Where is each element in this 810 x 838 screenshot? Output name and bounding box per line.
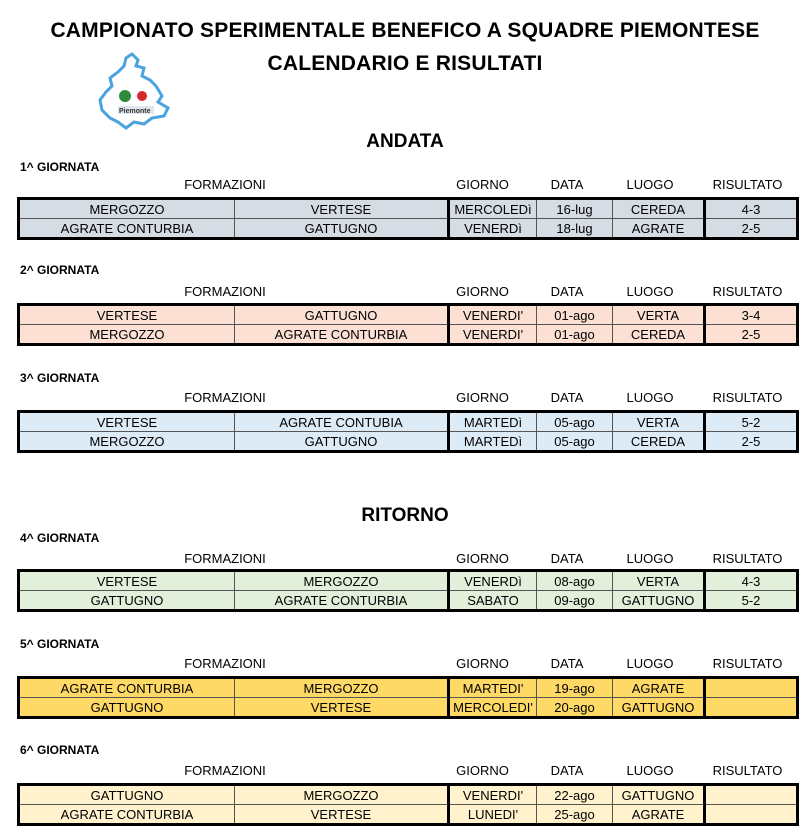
date-cell: 08-ago (537, 571, 613, 591)
away-team-cell: VERTESE (235, 805, 449, 825)
away-team-cell: MERGOZZO (235, 571, 449, 591)
result-cell: 4-3 (705, 571, 798, 591)
column-header-giorno: GIORNO (456, 763, 509, 778)
giornata-label: 4^ GIORNATA (20, 531, 100, 545)
column-header-luogo: LUOGO (626, 177, 674, 192)
day-cell: MARTEDì (449, 412, 537, 432)
document-title: CAMPIONATO SPERIMENTALE BENEFICO A SQUADRE PIEMONTESE (50, 19, 760, 42)
day-cell: MARTEDì (449, 432, 537, 452)
venue-cell: AGRATE (613, 219, 705, 239)
column-header-luogo: LUOGO (626, 551, 674, 566)
column-header-luogo: LUOGO (626, 284, 674, 299)
column-header-formazioni: FORMAZIONI (184, 656, 266, 671)
date-cell: 19-ago (537, 678, 613, 698)
column-header-data: DATA (550, 177, 584, 192)
section-heading-andata: ANDATA (366, 131, 444, 152)
venue-cell: GATTUGNO (613, 698, 705, 718)
column-header-data: DATA (550, 390, 584, 405)
column-header-data: DATA (550, 284, 584, 299)
giornata-label: 5^ GIORNATA (20, 637, 100, 651)
date-cell: 25-ago (537, 805, 613, 825)
day-cell: VENERDì (449, 219, 537, 239)
result-cell (705, 678, 798, 698)
column-header-data: DATA (550, 763, 584, 778)
date-cell: 20-ago (537, 698, 613, 718)
away-team-cell: AGRATE CONTURBIA (235, 325, 449, 345)
result-cell: 3-4 (705, 305, 798, 325)
home-team-cell: GATTUGNO (19, 785, 235, 805)
column-header-luogo: LUOGO (626, 656, 674, 671)
column-header-formazioni: FORMAZIONI (184, 390, 266, 405)
table-row (19, 432, 798, 452)
table-row (19, 805, 798, 825)
away-team-cell: VERTESE (235, 199, 449, 219)
venue-cell: VERTA (613, 571, 705, 591)
away-team-cell: GATTUGNO (235, 305, 449, 325)
table-row (19, 412, 798, 432)
table-row (19, 571, 798, 591)
result-cell: 2-5 (705, 325, 798, 345)
match-table (17, 410, 799, 453)
giornata-label: 1^ GIORNATA (20, 160, 100, 174)
home-team-cell: GATTUGNO (19, 591, 235, 611)
home-team-cell: MERGOZZO (19, 325, 235, 345)
venue-cell: VERTA (613, 412, 705, 432)
result-cell (705, 805, 798, 825)
date-cell: 01-ago (537, 305, 613, 325)
venue-cell: CEREDA (613, 325, 705, 345)
column-header-formazioni: FORMAZIONI (184, 551, 266, 566)
date-cell: 18-lug (537, 219, 613, 239)
result-cell: 5-2 (705, 591, 798, 611)
column-header-formazioni: FORMAZIONI (184, 177, 266, 192)
day-cell: VENERDI' (449, 785, 537, 805)
result-cell: 2-5 (705, 432, 798, 452)
match-table (17, 569, 799, 612)
column-header-giorno: GIORNO (456, 656, 509, 671)
table-row (19, 698, 798, 718)
away-team-cell: MERGOZZO (235, 678, 449, 698)
table-row (19, 219, 798, 239)
away-team-cell: GATTUGNO (235, 219, 449, 239)
date-cell: 16-lug (537, 199, 613, 219)
home-team-cell: MERGOZZO (19, 432, 235, 452)
home-team-cell: GATTUGNO (19, 698, 235, 718)
away-team-cell: GATTUGNO (235, 432, 449, 452)
match-table (17, 676, 799, 719)
date-cell: 05-ago (537, 432, 613, 452)
venue-cell: CEREDA (613, 432, 705, 452)
table-row (19, 305, 798, 325)
result-cell: 5-2 (705, 412, 798, 432)
date-cell: 22-ago (537, 785, 613, 805)
away-team-cell: VERTESE (235, 698, 449, 718)
table-row (19, 199, 798, 219)
day-cell: VENERDI' (449, 305, 537, 325)
day-cell: LUNEDI' (449, 805, 537, 825)
match-table (17, 303, 799, 346)
date-cell: 01-ago (537, 325, 613, 345)
table-row (19, 325, 798, 345)
piemonte-logo (98, 52, 173, 132)
column-header-risultato: RISULTATO (712, 390, 783, 405)
column-header-risultato: RISULTATO (712, 763, 783, 778)
day-cell: MARTEDI' (449, 678, 537, 698)
column-header-risultato: RISULTATO (712, 551, 783, 566)
venue-cell: AGRATE (613, 805, 705, 825)
venue-cell: AGRATE (613, 678, 705, 698)
column-header-formazioni: FORMAZIONI (184, 284, 266, 299)
result-cell: 2-5 (705, 219, 798, 239)
giornata-label: 3^ GIORNATA (20, 371, 100, 385)
home-team-cell: VERTESE (19, 571, 235, 591)
away-team-cell: AGRATE CONTURBIA (235, 591, 449, 611)
day-cell: VENERDì (449, 571, 537, 591)
venue-cell: VERTA (613, 305, 705, 325)
home-team-cell: VERTESE (19, 305, 235, 325)
column-header-luogo: LUOGO (626, 763, 674, 778)
column-header-giorno: GIORNO (456, 284, 509, 299)
result-cell (705, 785, 798, 805)
home-team-cell: AGRATE CONTURBIA (19, 805, 235, 825)
match-table (17, 197, 799, 240)
column-header-luogo: LUOGO (626, 390, 674, 405)
table-row (19, 678, 798, 698)
column-header-data: DATA (550, 656, 584, 671)
day-cell: VENERDI' (449, 325, 537, 345)
home-team-cell: AGRATE CONTURBIA (19, 678, 235, 698)
column-header-risultato: RISULTATO (712, 656, 783, 671)
table-row (19, 785, 798, 805)
column-header-giorno: GIORNO (456, 551, 509, 566)
venue-cell: GATTUGNO (613, 591, 705, 611)
day-cell: SABATO (449, 591, 537, 611)
home-team-cell: AGRATE CONTURBIA (19, 219, 235, 239)
giornata-label: 6^ GIORNATA (20, 743, 100, 757)
section-heading-ritorno: RITORNO (361, 505, 449, 526)
home-team-cell: MERGOZZO (19, 199, 235, 219)
date-cell: 09-ago (537, 591, 613, 611)
venue-cell: CEREDA (613, 199, 705, 219)
match-table (17, 783, 799, 826)
day-cell: MERCOLEDI' (449, 698, 537, 718)
column-header-data: DATA (550, 551, 584, 566)
giornata-label: 2^ GIORNATA (20, 263, 100, 277)
away-team-cell: AGRATE CONTUBIA (235, 412, 449, 432)
venue-cell: GATTUGNO (613, 785, 705, 805)
result-cell: 4-3 (705, 199, 798, 219)
column-header-risultato: RISULTATO (712, 284, 783, 299)
column-header-risultato: RISULTATO (712, 177, 783, 192)
away-team-cell: MERGOZZO (235, 785, 449, 805)
column-header-formazioni: FORMAZIONI (184, 763, 266, 778)
table-row (19, 591, 798, 611)
day-cell: MERCOLEDì (449, 199, 537, 219)
logo-text: Piemonte (119, 108, 151, 115)
result-cell (705, 698, 798, 718)
column-header-giorno: GIORNO (456, 390, 509, 405)
home-team-cell: VERTESE (19, 412, 235, 432)
date-cell: 05-ago (537, 412, 613, 432)
document-subtitle: CALENDARIO E RISULTATI (267, 52, 543, 75)
column-header-giorno: GIORNO (456, 177, 509, 192)
